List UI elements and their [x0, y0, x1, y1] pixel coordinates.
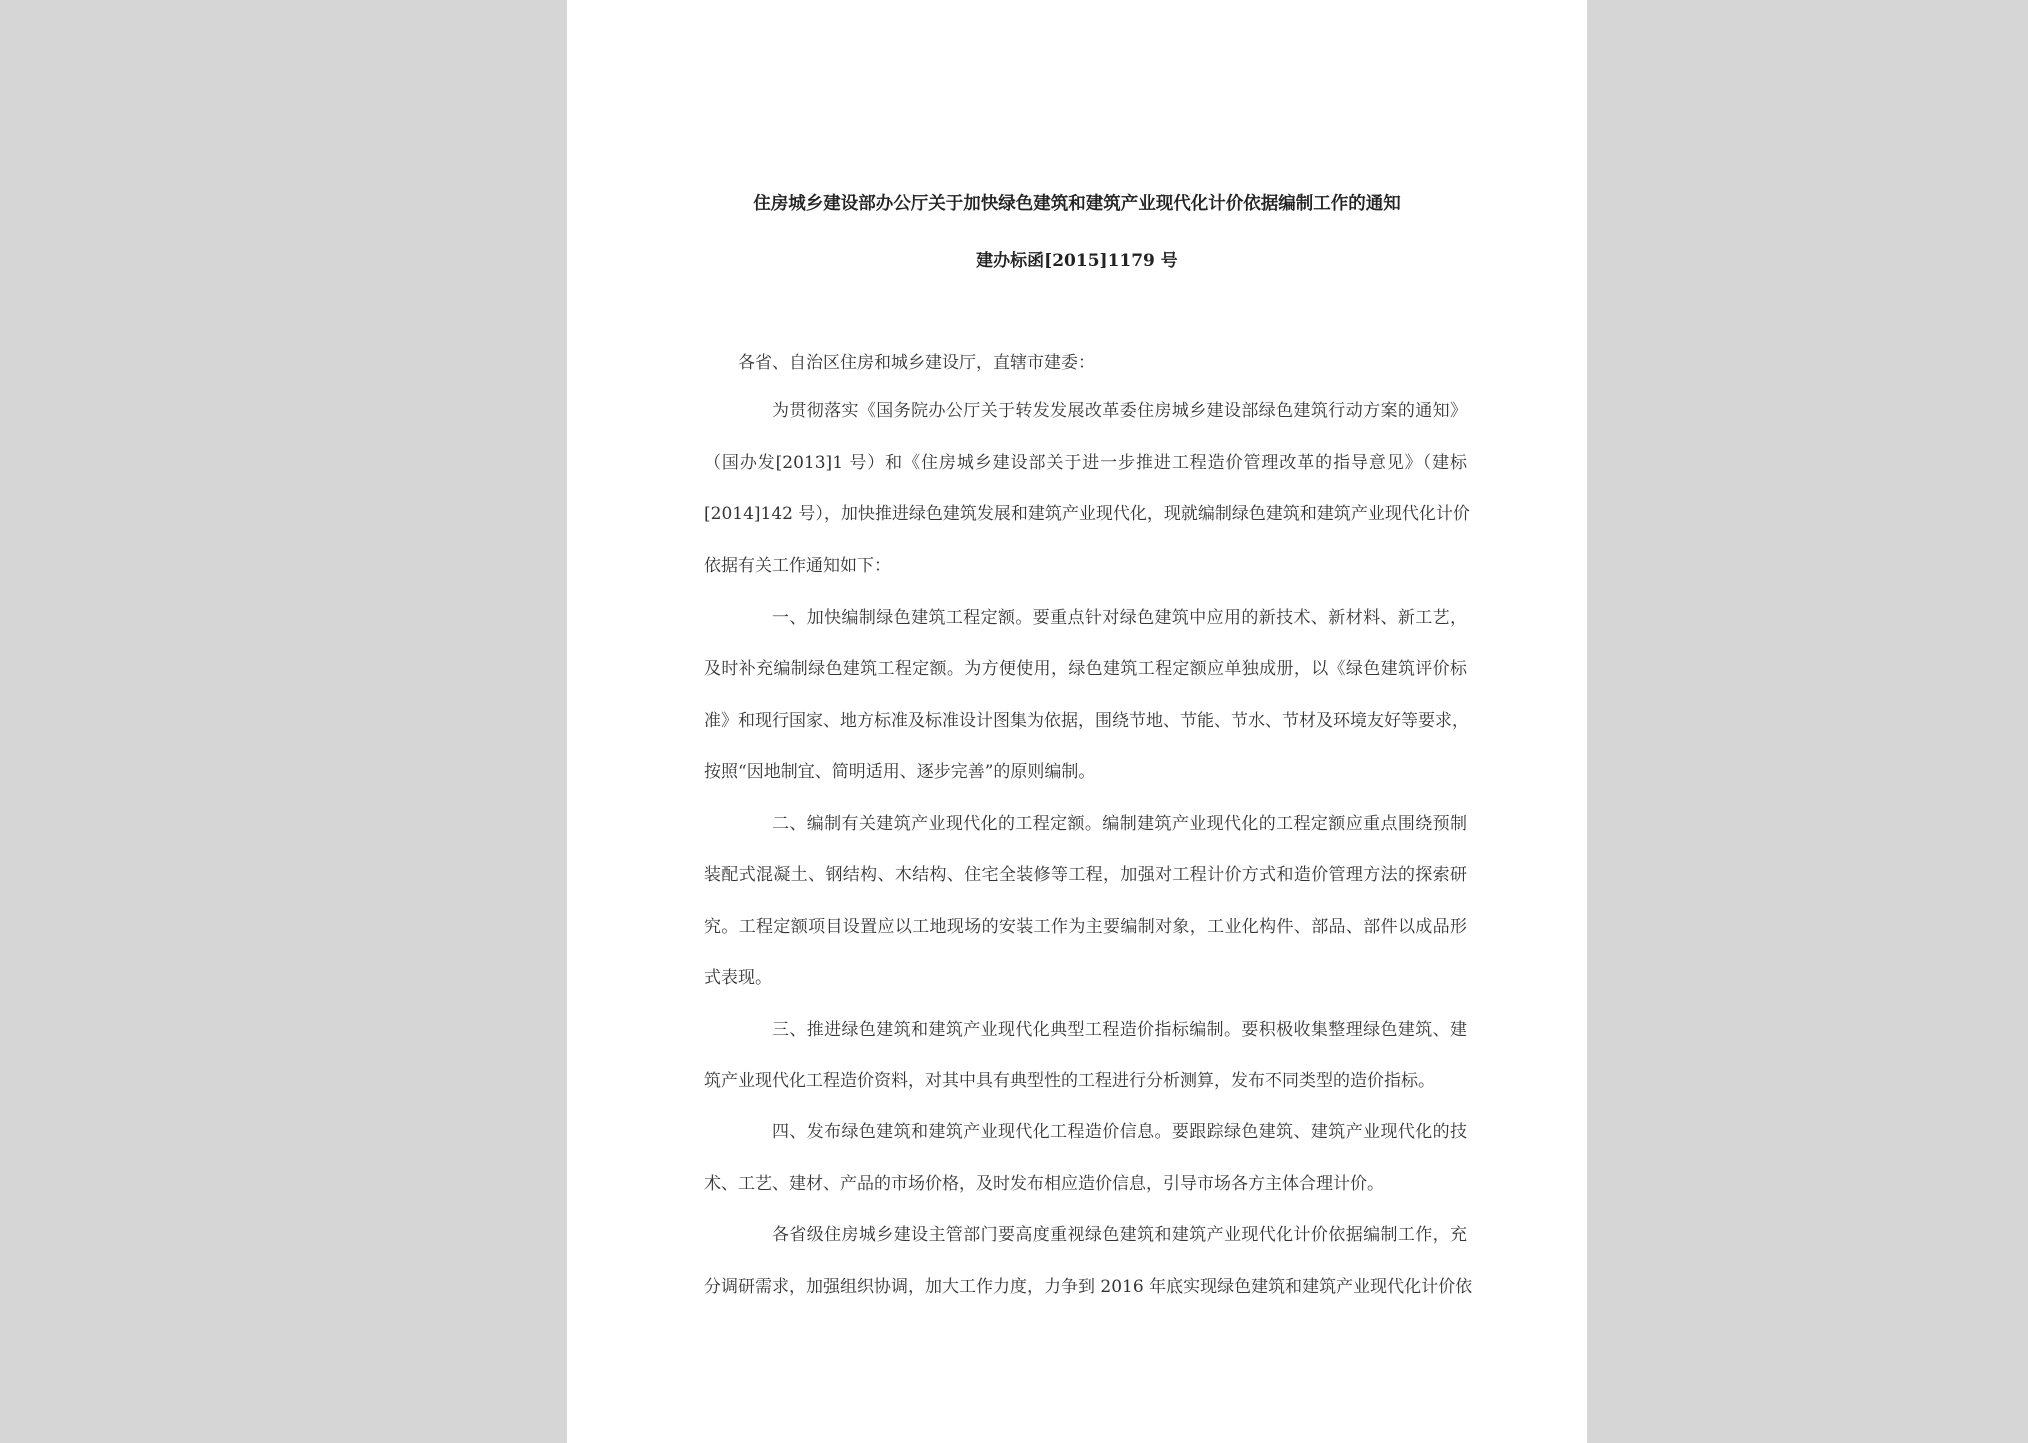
document-title: 住房城乡建设部办公厅关于加快绿色建筑和建筑产业现代化计价依据编制工作的通知 — [753, 194, 1401, 214]
paragraph-line: 式表现。 — [704, 968, 772, 988]
paragraph-line: 究。工程定额项目设置应以工地现场的安装工作为主要编制对象，工业化构件、部品、部件以成品形 — [704, 917, 1467, 937]
paragraph-line: 准》和现行国家、地方标准及标准设计图集为依据，围绕节地、节能、节水、节材及环境友好等要求， — [704, 711, 1469, 731]
paragraph-line: 术、工艺、建材、产品的市场价格，及时发布相应造价信息，引导市场各方主体合理计价。 — [704, 1174, 1384, 1194]
paragraph-line: 一、加快编制绿色建筑工程定额。要重点针对绿色建筑中应用的新技术、新材料、新工艺， — [772, 608, 1467, 628]
paragraph-line: 分调研需求，加强组织协调，加大工作力度，力争到 2016 年底实现绿色建筑和建筑产业现代化计价依 — [704, 1277, 1473, 1297]
paragraph-line: 四、发布绿色建筑和建筑产业现代化工程造价信息。要跟踪绿色建筑、建筑产业现代化的技 — [772, 1122, 1467, 1142]
paragraph-line: 三、推进绿色建筑和建筑产业现代化典型工程造价指标编制。要积极收集整理绿色建筑、建 — [772, 1020, 1467, 1040]
document-page — [567, 0, 1587, 1443]
paragraph-line: [2014]142 号），加快推进绿色建筑发展和建筑产业现代化，现就编制绿色建筑和建筑产业现代化计价 — [704, 504, 1470, 524]
paragraph-line: （国办发[2013]1 号）和《住房城乡建设部关于进一步推进工程造价管理改革的指导意见》（建标 — [704, 453, 1467, 473]
paragraph-line: 为贯彻落实《国务院办公厅关于转发发展改革委住房城乡建设部绿色建筑行动方案的通知》 — [772, 401, 1467, 421]
salutation: 各省、自治区住房和城乡建设厅，直辖市建委： — [738, 353, 1095, 373]
paragraph-line: 筑产业现代化工程造价资料，对其中具有典型性的工程进行分析测算，发布不同类型的造价指标。 — [704, 1071, 1435, 1091]
paragraph-line: 二、编制有关建筑产业现代化的工程定额。编制建筑产业现代化的工程定额应重点围绕预制 — [772, 814, 1467, 834]
paragraph-line: 及时补充编制绿色建筑工程定额。为方便使用，绿色建筑工程定额应单独成册，以《绿色建筑评价标 — [704, 659, 1467, 679]
paragraph-line: 装配式混凝土、钢结构、木结构、住宅全装修等工程，加强对工程计价方式和造价管理方法的探索研 — [704, 865, 1467, 885]
paragraph-line: 各省级住房城乡建设主管部门要高度重视绿色建筑和建筑产业现代化计价依据编制工作，充 — [772, 1225, 1467, 1245]
paragraph-line: 依据有关工作通知如下： — [704, 556, 891, 576]
paragraph-line: 按照“因地制宜、简明适用、逐步完善”的原则编制。 — [704, 762, 1096, 782]
document-number: 建办标函[2015]1179 号 — [976, 251, 1178, 271]
